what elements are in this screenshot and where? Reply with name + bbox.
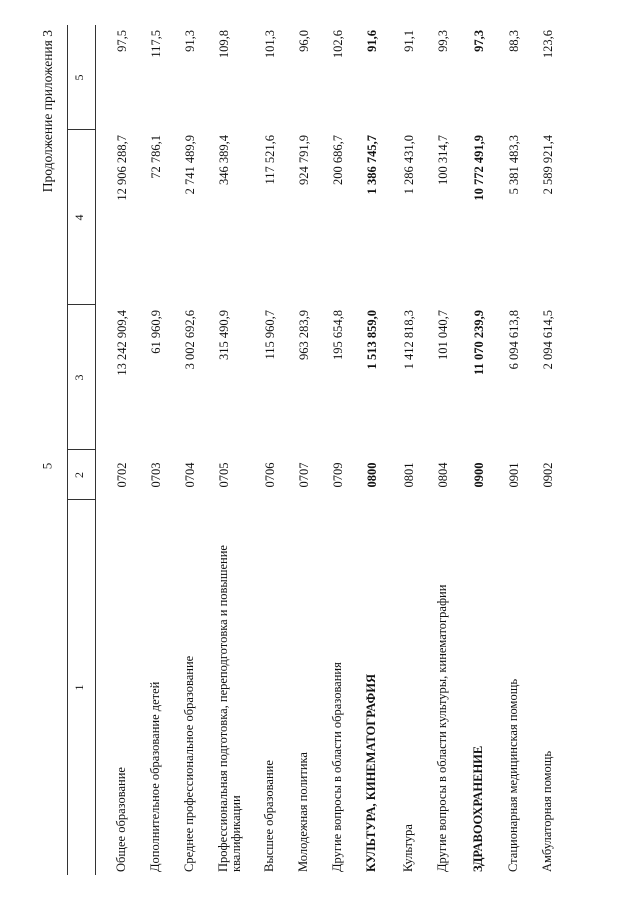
row-value-3: 61 960,9 — [149, 310, 163, 354]
row-value-4: 12 906 288,7 — [115, 135, 129, 201]
row-name: Амбулаторная помощь — [540, 750, 554, 872]
row-value-5: 97,3 — [472, 30, 486, 52]
table-row — [297, 25, 331, 875]
row-value-5: 96,0 — [297, 30, 311, 52]
table-row — [149, 25, 183, 875]
row-name: Высшее образование — [262, 760, 276, 872]
row-code: 0804 — [436, 462, 450, 488]
row-value-3: 3 002 692,6 — [183, 310, 197, 370]
row-name: КУЛЬТУРА, КИНЕМАТОГРАФИЯ — [364, 674, 378, 872]
row-code: 0705 — [217, 462, 231, 488]
row-code: 0703 — [149, 462, 163, 488]
row-value-4: 5 381 483,3 — [507, 135, 521, 195]
row-value-3: 195 654,8 — [331, 310, 345, 360]
row-value-3: 1 513 859,0 — [365, 310, 379, 370]
col-header-2: 2 — [72, 472, 86, 478]
row-name: ЗДРАВООХРАНЕНИЕ — [471, 745, 485, 872]
row-value-4: 1 286 431,0 — [402, 135, 416, 195]
row-code: 0704 — [183, 462, 197, 488]
row-name: Молодежная политика — [296, 752, 310, 872]
row-value-4: 200 686,7 — [331, 135, 345, 185]
row-name: Стационарная медицинская помощь — [506, 678, 520, 872]
row-value-5: 91,1 — [402, 30, 416, 52]
table-row — [331, 25, 365, 875]
row-value-5: 97,5 — [115, 30, 129, 52]
row-value-4: 1 386 745,7 — [365, 135, 379, 195]
row-value-4: 924 791,9 — [297, 135, 311, 185]
row-value-3: 13 242 909,4 — [115, 310, 129, 376]
row-value-3: 315 490,9 — [217, 310, 231, 360]
table-row — [365, 25, 399, 875]
budget-table — [67, 25, 640, 875]
header-bottom-border — [95, 25, 96, 875]
row-value-5: 91,6 — [365, 30, 379, 52]
row-value-5: 109,8 — [217, 30, 231, 59]
row-name: Профессиональная подготовка, переподготовка и повышение квалификации — [216, 545, 243, 872]
table-row — [402, 25, 436, 875]
row-value-3: 115 960,7 — [263, 310, 277, 360]
row-value-3: 11 070 239,9 — [472, 310, 486, 375]
row-value-4: 100 314,7 — [436, 135, 450, 185]
row-name: Общее образование — [114, 767, 128, 872]
table-row — [115, 25, 149, 875]
row-code: 0702 — [115, 462, 129, 488]
table-row — [217, 25, 251, 875]
table-row — [183, 25, 217, 875]
row-value-4: 346 389,4 — [217, 135, 231, 185]
row-value-4: 117 521,6 — [263, 135, 277, 185]
row-value-4: 2 589 921,4 — [541, 135, 555, 195]
row-value-3: 1 412 818,3 — [402, 310, 416, 370]
table-row — [263, 25, 297, 875]
row-name: Культура — [401, 824, 415, 872]
page-number: 5 — [39, 462, 55, 470]
row-name: Среднее профессиональное образование — [182, 655, 196, 872]
col-header-5: 5 — [72, 74, 86, 81]
row-value-3: 101 040,7 — [436, 310, 450, 360]
row-value-4: 10 772 491,9 — [472, 135, 486, 201]
table-row — [436, 25, 470, 875]
row-value-5: 88,3 — [507, 30, 521, 52]
row-value-3: 963 283,9 — [297, 310, 311, 360]
row-code: 0707 — [297, 462, 311, 488]
col-header-1: 1 — [72, 684, 86, 691]
row-code: 0801 — [402, 462, 416, 488]
row-value-4: 72 786,1 — [149, 135, 163, 179]
row-value-5: 99,3 — [436, 30, 450, 52]
table-row — [541, 25, 575, 875]
row-name: Другие вопросы в области образования — [330, 662, 344, 872]
row-value-3: 6 094 613,8 — [507, 310, 521, 370]
row-code: 0706 — [263, 462, 277, 488]
row-value-5: 117,5 — [149, 30, 163, 58]
row-name: Дополнительное образование детей — [148, 681, 162, 872]
row-value-4: 2 741 489,9 — [183, 135, 197, 195]
row-code: 0902 — [541, 462, 555, 488]
table-row — [472, 25, 506, 875]
row-name: Другие вопросы в области культуры, кинематографии — [435, 584, 449, 872]
appendix-header: Продолжение приложения 3 — [40, 30, 55, 193]
col-header-3: 3 — [72, 374, 86, 381]
row-code: 0900 — [472, 462, 486, 488]
row-value-5: 123,6 — [541, 30, 555, 59]
row-value-5: 101,3 — [263, 30, 277, 59]
row-value-5: 91,3 — [183, 30, 197, 52]
col-header-4: 4 — [72, 214, 86, 221]
table-row — [507, 25, 541, 875]
row-value-3: 2 094 614,5 — [541, 310, 555, 370]
row-code: 0709 — [331, 462, 345, 488]
row-code: 0901 — [507, 462, 521, 488]
row-code: 0800 — [365, 462, 379, 488]
row-value-5: 102,6 — [331, 30, 345, 59]
table-top-border — [67, 25, 68, 875]
